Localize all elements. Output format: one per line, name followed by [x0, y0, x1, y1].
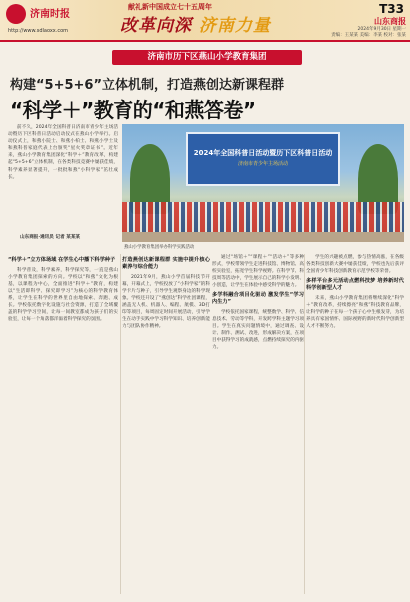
header-divider [0, 40, 410, 42]
headline-main: “科学＋”教育的“和燕答卷” [10, 98, 256, 122]
lead-paragraph [8, 124, 118, 181]
lead-text: 前不久，2024年全国科普日济南市青少年主场活动暨历下区科普日活动启动仪式在燕山小学举行。启动仪式上，和燕小院士、和燕小柏士、和燕小学士及和燕科普家庭代表上台颁奖“星火奖章证书”。近年来，燕山小学教育集团深化“科学＋”教育改革，构建起“5+5+6”立体机制，在各类科技竞赛中屡获佳绩，科学素养显著提升，一批批和燕“小科学家”茁壮成长。 [8, 125, 118, 180]
page-meta [331, 27, 406, 38]
headline-sub: 构建“5+5+6”立体机制，打造燕创达新课程群 [10, 78, 285, 93]
board-title: 2024年全国科普日活动暨历下区科普日活动 [193, 149, 333, 157]
column-1-subhead: “科学＋”立方体场域 在学生心中播下科学种子 [8, 257, 116, 263]
slogan [120, 11, 271, 36]
column-2-subhead: 打造燕创达新课程群 实施中提升核心素养与综合能力 [122, 257, 210, 270]
masthead-banner [0, 0, 410, 40]
column-3-body-2: 学校依托国家课程，统整数学、科学、信息技术、劳动等学科，开发跨学科主题学习项目。学生在真实问题情境中，通过调查、设计、制作、测试、改进，形成解决方案，在项目中获得学习的成就感，点燃持续探究的内驱力。 [212, 310, 304, 350]
page-editors: 责编：王某某 美编：李某 校对：张某 [331, 32, 406, 38]
slogan-part-b: 济南力量 [198, 16, 271, 36]
column-rule [120, 254, 121, 594]
article-column-4 [306, 254, 404, 330]
page-number: T33 [379, 2, 404, 16]
article-column-2 [122, 254, 210, 330]
column-4-subhead: 多样平台多元活动点燃科技梦 培养新时代科学创新型人才 [306, 278, 404, 291]
slogan-small: 献礼新中国成立七十五周年 [128, 3, 212, 11]
newspaper-url: http://www.sdlaoxx.com [8, 28, 69, 34]
slogan-part-a: 改革向深 [120, 16, 192, 36]
column-4-body-2: 未来，燕山小学教育集团将继续深化“科学＋”教育改革，持续擦亮“和燕”科技教育品牌，让科学的种子在每一个孩子心中生根发芽，为培养具有家国情怀、国际视野的新时代科学创新型人才不断努力。 [306, 296, 404, 329]
article-column-3 [212, 254, 304, 351]
column-3-body: 通过“场馆＋”“课程＋”“活动＋”等多种形式，学校带领学生走进科技馆、博物馆、高校实验室，拓宽学生科学视野。在科学节、科技周等活动中，学生展示自己的科学小发明、小创造，让学生在体验中感受科学的魅力。 [212, 255, 304, 288]
photo-stage-board [186, 132, 340, 186]
page-date: 2024年9月30日 星期一 [357, 27, 406, 32]
column-4-body: 学生的兴趣被点燃，参与热情高涨，在各级各类科技创新大赛中屡获佳绩，学校也先后获评全国青少年科技创新教育示范学校等荣誉。 [306, 255, 404, 274]
event-photo [122, 124, 404, 242]
article-column-1 [8, 254, 118, 323]
newspaper-logo-icon [6, 4, 26, 24]
topic-bar: 济南市历下区燕山小学教育集团 [112, 50, 302, 65]
column-3-subhead: 多学科融合项目化驱动 激发学生“学习内生力” [212, 292, 304, 305]
photo-caption: 燕山小学教育集团举办科学实践活动 [124, 245, 195, 250]
column-2-body: 2021年9月，燕山小学首届科技节开幕，开幕式上，学校投放了“小科学家”的科学卡片与种子，引导学生观察身边的科学现象。学校还开设了“燕创达”科学社团课程，涵盖无人机、机器人、编程、航模、3D打印等项目，每周固定时间开展活动，引导学生在动手实践中学习科学知识、培养创新能力与团队协作精神。 [122, 275, 210, 329]
board-subtitle: 济南市青少年主场活动 [237, 161, 288, 167]
lead-credit: 山东商报·通讯员 记者 某某某 [20, 235, 81, 240]
newspaper-name: 济南时报 [30, 9, 70, 20]
column-1-body: 科学普及，科学素养，科学探究等，一直是燕山小学教育集团探索的方向。学校以“和燕”文化为根基，以课程为中心，全面推进“科学＋”教育，构建以“生活即科学、探究即学习”为核心的科学教育体系，让学生在科学的世界里自由地探索、奔跑、成长。学校依托数字化设施与社会资源，打造了全域覆盖的科学学习空间，让每一间教室都成为孩子们的实验室，让每一个角落都洋溢着科学探究的氛围。 [8, 268, 118, 322]
photo-ground [122, 232, 404, 242]
section-name: 山东商报 [374, 17, 406, 26]
column-rule [304, 254, 305, 594]
